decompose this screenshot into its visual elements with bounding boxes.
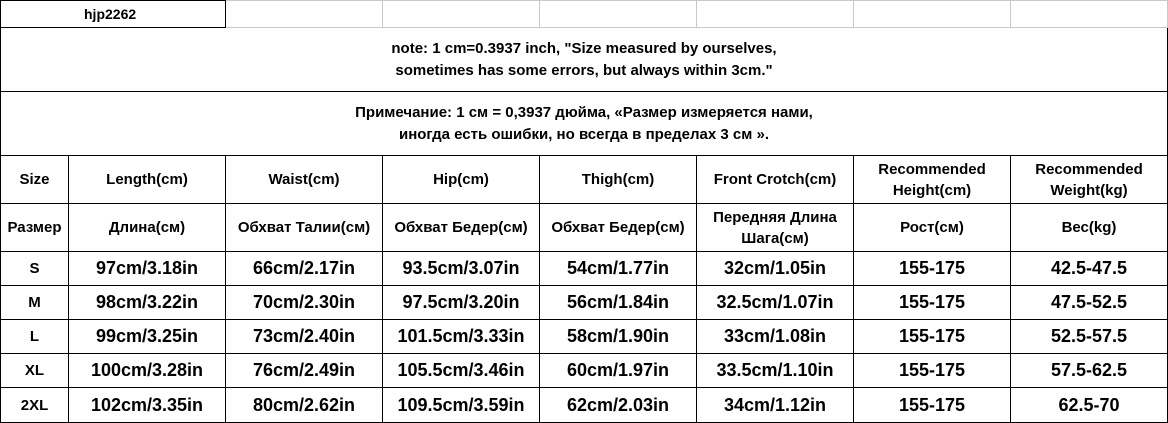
table-row bbox=[1, 388, 1168, 423]
length-cell: 100cm/3.28in bbox=[69, 354, 226, 388]
header-hip: Hip(cm) bbox=[383, 156, 540, 204]
front-crotch-cell: 32.5cm/1.07in bbox=[697, 286, 854, 320]
hip-cell: 105.5cm/3.46in bbox=[383, 354, 540, 388]
front-crotch-cell: 33.5cm/1.10in bbox=[697, 354, 854, 388]
header-front-crotch: Front Crotch(cm) bbox=[697, 156, 854, 204]
weight-cell: 52.5-57.5 bbox=[1011, 320, 1168, 354]
front-crotch-cell: 34cm/1.12in bbox=[697, 388, 854, 423]
header-row-ru bbox=[1, 204, 1168, 252]
header-size-ru: Размер bbox=[1, 204, 69, 252]
header-recommended-weight: Recommended Weight(kg) bbox=[1011, 156, 1168, 204]
header-weight-ru: Вес(kg) bbox=[1011, 204, 1168, 252]
thigh-cell: 60cm/1.97in bbox=[540, 354, 697, 388]
header-thigh-ru: Обхват Бедер(см) bbox=[540, 204, 697, 252]
empty-cell bbox=[854, 1, 1011, 28]
empty-cell bbox=[383, 1, 540, 28]
front-crotch-cell: 32cm/1.05in bbox=[697, 252, 854, 286]
note-en-line-2: sometimes has some errors, but always within 3cm." bbox=[395, 61, 773, 79]
height-cell: 155-175 bbox=[854, 320, 1011, 354]
empty-cell bbox=[540, 1, 697, 28]
size-cell: XL bbox=[1, 354, 69, 388]
table-row bbox=[1, 286, 1168, 320]
height-cell: 155-175 bbox=[854, 388, 1011, 423]
height-cell: 155-175 bbox=[854, 286, 1011, 320]
table-row bbox=[1, 354, 1168, 388]
thigh-cell: 56cm/1.84in bbox=[540, 286, 697, 320]
header-waist-ru: Обхват Талии(см) bbox=[226, 204, 383, 252]
size-cell: M bbox=[1, 286, 69, 320]
note-ru-line-2: иногда есть ошибки, но всегда в пределах 3 см ». bbox=[398, 125, 770, 143]
front-crotch-cell: 33cm/1.08in bbox=[697, 320, 854, 354]
table-row bbox=[1, 252, 1168, 286]
thigh-cell: 58cm/1.90in bbox=[540, 320, 697, 354]
hip-cell: 109.5cm/3.59in bbox=[383, 388, 540, 423]
header-size: Size bbox=[1, 156, 69, 204]
empty-cell bbox=[1011, 1, 1168, 28]
weight-cell: 47.5-52.5 bbox=[1011, 286, 1168, 320]
length-cell: 97cm/3.18in bbox=[69, 252, 226, 286]
waist-cell: 73cm/2.40in bbox=[226, 320, 383, 354]
weight-cell: 57.5-62.5 bbox=[1011, 354, 1168, 388]
header-height-ru: Рост(см) bbox=[854, 204, 1011, 252]
waist-cell: 80cm/2.62in bbox=[226, 388, 383, 423]
thigh-cell: 62cm/2.03in bbox=[540, 388, 697, 423]
empty-cell bbox=[226, 1, 383, 28]
header-front-crotch-ru: Передняя Длина Шага(см) bbox=[697, 204, 854, 252]
size-cell: S bbox=[1, 252, 69, 286]
header-hip-ru: Обхват Бедер(см) bbox=[383, 204, 540, 252]
header-length-ru: Длина(см) bbox=[69, 204, 226, 252]
length-cell: 99cm/3.25in bbox=[69, 320, 226, 354]
height-cell: 155-175 bbox=[854, 252, 1011, 286]
weight-cell: 42.5-47.5 bbox=[1011, 252, 1168, 286]
note-en-line-1: note: 1 cm=0.3937 inch, "Size measured by ourselves, bbox=[391, 39, 777, 57]
model-code-row bbox=[1, 1, 1168, 28]
header-thigh: Thigh(cm) bbox=[540, 156, 697, 204]
note-ru-row bbox=[1, 92, 1168, 156]
hip-cell: 101.5cm/3.33in bbox=[383, 320, 540, 354]
size-cell: 2XL bbox=[1, 388, 69, 423]
waist-cell: 70cm/2.30in bbox=[226, 286, 383, 320]
note-ru bbox=[1, 92, 1168, 156]
header-length: Length(cm) bbox=[69, 156, 226, 204]
length-cell: 98cm/3.22in bbox=[69, 286, 226, 320]
model-code: hjp2262 bbox=[1, 1, 226, 28]
header-recommended-height: Recommended Height(cm) bbox=[854, 156, 1011, 204]
table-row bbox=[1, 320, 1168, 354]
note-ru-line-1: Примечание: 1 см = 0,3937 дюйма, «Размер измеряется нами, bbox=[355, 103, 813, 121]
length-cell: 102cm/3.35in bbox=[69, 388, 226, 423]
thigh-cell: 54cm/1.77in bbox=[540, 252, 697, 286]
height-cell: 155-175 bbox=[854, 354, 1011, 388]
weight-cell: 62.5-70 bbox=[1011, 388, 1168, 423]
header-row-en bbox=[1, 156, 1168, 204]
empty-cell bbox=[697, 1, 854, 28]
waist-cell: 76cm/2.49in bbox=[226, 354, 383, 388]
hip-cell: 93.5cm/3.07in bbox=[383, 252, 540, 286]
waist-cell: 66cm/2.17in bbox=[226, 252, 383, 286]
hip-cell: 97.5cm/3.20in bbox=[383, 286, 540, 320]
note-en-row bbox=[1, 28, 1168, 92]
size-cell: L bbox=[1, 320, 69, 354]
note-en bbox=[1, 28, 1168, 92]
header-waist: Waist(cm) bbox=[226, 156, 383, 204]
